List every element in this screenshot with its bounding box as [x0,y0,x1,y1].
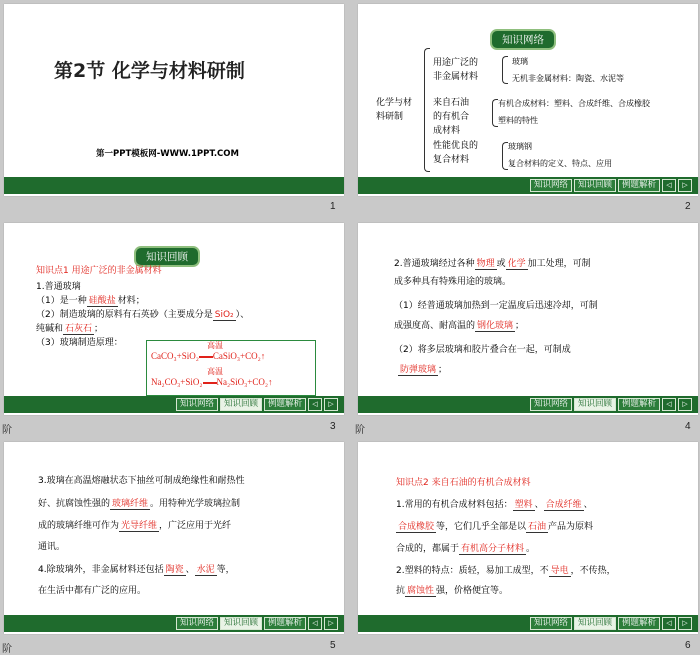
nav-knowledge-review-button[interactable]: 知识回顾 [220,398,262,411]
slide-6-thumbnail[interactable] [358,442,698,634]
text-line: 1.常用的有机合成材料包括： 塑料 、 合成纤维 、 [396,500,593,510]
text-line: 4.除玻璃外，非金属材料还包括 陶瓷 、 水泥 等， [38,565,235,575]
corner-mark: 阶 [355,425,365,436]
text-line: 合成的，都属于 有机高分子材料 。 [396,544,536,554]
text-line: 2.普通玻璃经过各种 物理 或 化学 加工处理，可制 [394,259,591,269]
slide-number: 1 [330,201,336,212]
branch-1: 用途广泛的 非金属材料 [433,58,479,82]
slide-number: 2 [685,201,691,212]
knowledge-point: 知识点2 来自石油的有机合成材料 [396,478,531,488]
branch-2: 来自石油 的有机合 成材料 [433,98,470,136]
slide-5-thumbnail[interactable] [4,442,344,634]
nav-example-button[interactable]: 例题解析 [264,398,306,411]
branch-3-item: 复合材料的定义、特点、应用 [508,159,612,168]
nav-knowledge-review-button[interactable]: 知识回顾 [574,617,616,630]
nav-knowledge-network-button[interactable]: 知识网络 [530,179,572,192]
next-arrow-icon[interactable]: ▷ [324,617,338,630]
nav-knowledge-review-button[interactable]: 知识回顾 [220,617,262,630]
reaction-box: 高温 CaCO₃+SiO₂ CaSiO₃+CO₂↑ 高温 Na₂CO₃+SiO₂ Na₂SiO₃+CO₂↑ [146,340,316,396]
root-brace [424,48,430,172]
next-arrow-icon[interactable]: ▷ [324,398,338,411]
text-line: 合成橡胶 等，它们几乎全部是以 石油 产品为原料 [398,522,594,532]
prev-arrow-icon[interactable]: ◁ [662,617,676,630]
corner-mark: 阶 [2,644,12,655]
text-line: 成多种具有特殊用途的玻璃。 [394,277,512,287]
slide-number: 3 [330,421,336,432]
nav-knowledge-network-button[interactable]: 知识网络 [176,617,218,630]
slide-number: 6 [685,640,691,651]
knowledge-point: 知识点1 用途广泛的非金属材料 [36,266,162,276]
nav-knowledge-network-button[interactable]: 知识网络 [176,398,218,411]
text-line: 在生活中都有广泛的应用。 [38,586,147,596]
prev-arrow-icon[interactable]: ◁ [662,179,676,192]
text-line: 成强度高、耐高温的 钢化玻璃 ； [394,321,525,331]
prev-arrow-icon[interactable]: ◁ [308,398,322,411]
nav-example-button[interactable]: 例题解析 [618,179,660,192]
nav-example-button[interactable]: 例题解析 [264,617,306,630]
section-badge: 知识回顾 [134,246,200,267]
slide-2-thumbnail[interactable] [358,4,698,196]
slide-nav-bar [4,615,344,632]
slide-3-thumbnail[interactable] [4,223,344,415]
slide-1-thumbnail[interactable] [4,4,344,196]
nav-knowledge-network-button[interactable]: 知识网络 [530,617,572,630]
text-line: （2）制造玻璃的原料有石英砂（主要成分是 SiO₂ ）、 [36,310,250,320]
branch-1-item: 无机非金属材料：陶瓷、水泥等 [512,74,624,83]
answer: SiO₂ [214,310,234,320]
branch-2-item: 有机合成材料：塑料、合成纤维、合成橡胶 [498,99,650,108]
slide-number: 4 [685,421,691,432]
text-line: 2.塑料的特点：质轻，易加工成型，不 导电 ，不传热， [396,566,616,576]
slide-nav-bar [4,396,344,413]
text-line: （3）玻璃制造原理： [36,338,123,348]
branch-1-brace [502,56,508,84]
prev-arrow-icon[interactable]: ◁ [308,617,322,630]
next-arrow-icon[interactable]: ▷ [678,179,692,192]
answer: 硅酸盐 [88,296,116,306]
text-line: （2）将多层玻璃和胶片叠合在一起，可制成 [394,345,571,355]
text-line: 3.玻璃在高温熔融状态下抽丝可制成绝缘性和耐热性 [38,476,245,486]
text-line: 抗 腐蚀性 强，价格便宜等。 [396,586,509,596]
text-line: 1.普通玻璃 [36,282,81,292]
text-line: 好、抗腐蚀性强的 玻璃纤维 。用特种光学玻璃拉制 [38,499,241,509]
slide-nav-bar [4,177,344,194]
next-arrow-icon[interactable]: ▷ [678,398,692,411]
slide-title: 第2节 化学与材料研制 [54,60,245,82]
nav-knowledge-review-button[interactable]: 知识回顾 [574,398,616,411]
slide-nav-bar [358,396,698,413]
equation: CaCO₃+SiO₂ CaSiO₃+CO₂↑ [151,351,266,361]
text-line: （1）是一种 硅酸盐 材料； [36,296,145,306]
corner-mark: 阶 [2,425,12,436]
equation: Na₂CO₃+SiO₂ Na₂SiO₃+CO₂↑ [151,377,273,387]
nav-knowledge-review-button[interactable]: 知识回顾 [574,179,616,192]
nav-example-button[interactable]: 例题解析 [618,398,660,411]
next-arrow-icon[interactable]: ▷ [678,617,692,630]
answer: 石灰石 [65,324,93,334]
branch-1-item: 玻璃 [512,57,528,66]
text-line: （1）经普通玻璃加热到一定温度后迅速冷却，可制 [394,301,598,311]
branch-2-item: 塑料的特性 [498,116,538,125]
slide-4-thumbnail[interactable] [358,223,698,415]
prev-arrow-icon[interactable]: ◁ [662,398,676,411]
site-watermark: 第一PPT模板网-WWW.1PPT.COM [96,149,239,159]
branch-3: 性能优良的 复合材料 [433,141,479,165]
text-line: 成的玻璃纤维可作为 光导纤维 ，广泛应用于光纤 [38,521,232,531]
text-line: 防弹玻璃 ； [400,365,448,375]
text-line: 纯碱和 石灰石 ； [36,324,104,334]
text-line: 通讯。 [38,542,66,552]
mindmap-root: 化学与材 料研制 [376,98,413,122]
slide-nav-bar [358,615,698,632]
branch-3-item: 玻璃钢 [508,142,532,151]
slide-number: 5 [330,640,336,651]
nav-knowledge-network-button[interactable]: 知识网络 [530,398,572,411]
nav-example-button[interactable]: 例题解析 [618,617,660,630]
slide-nav-bar [358,177,698,194]
section-badge: 知识网络 [490,29,556,50]
